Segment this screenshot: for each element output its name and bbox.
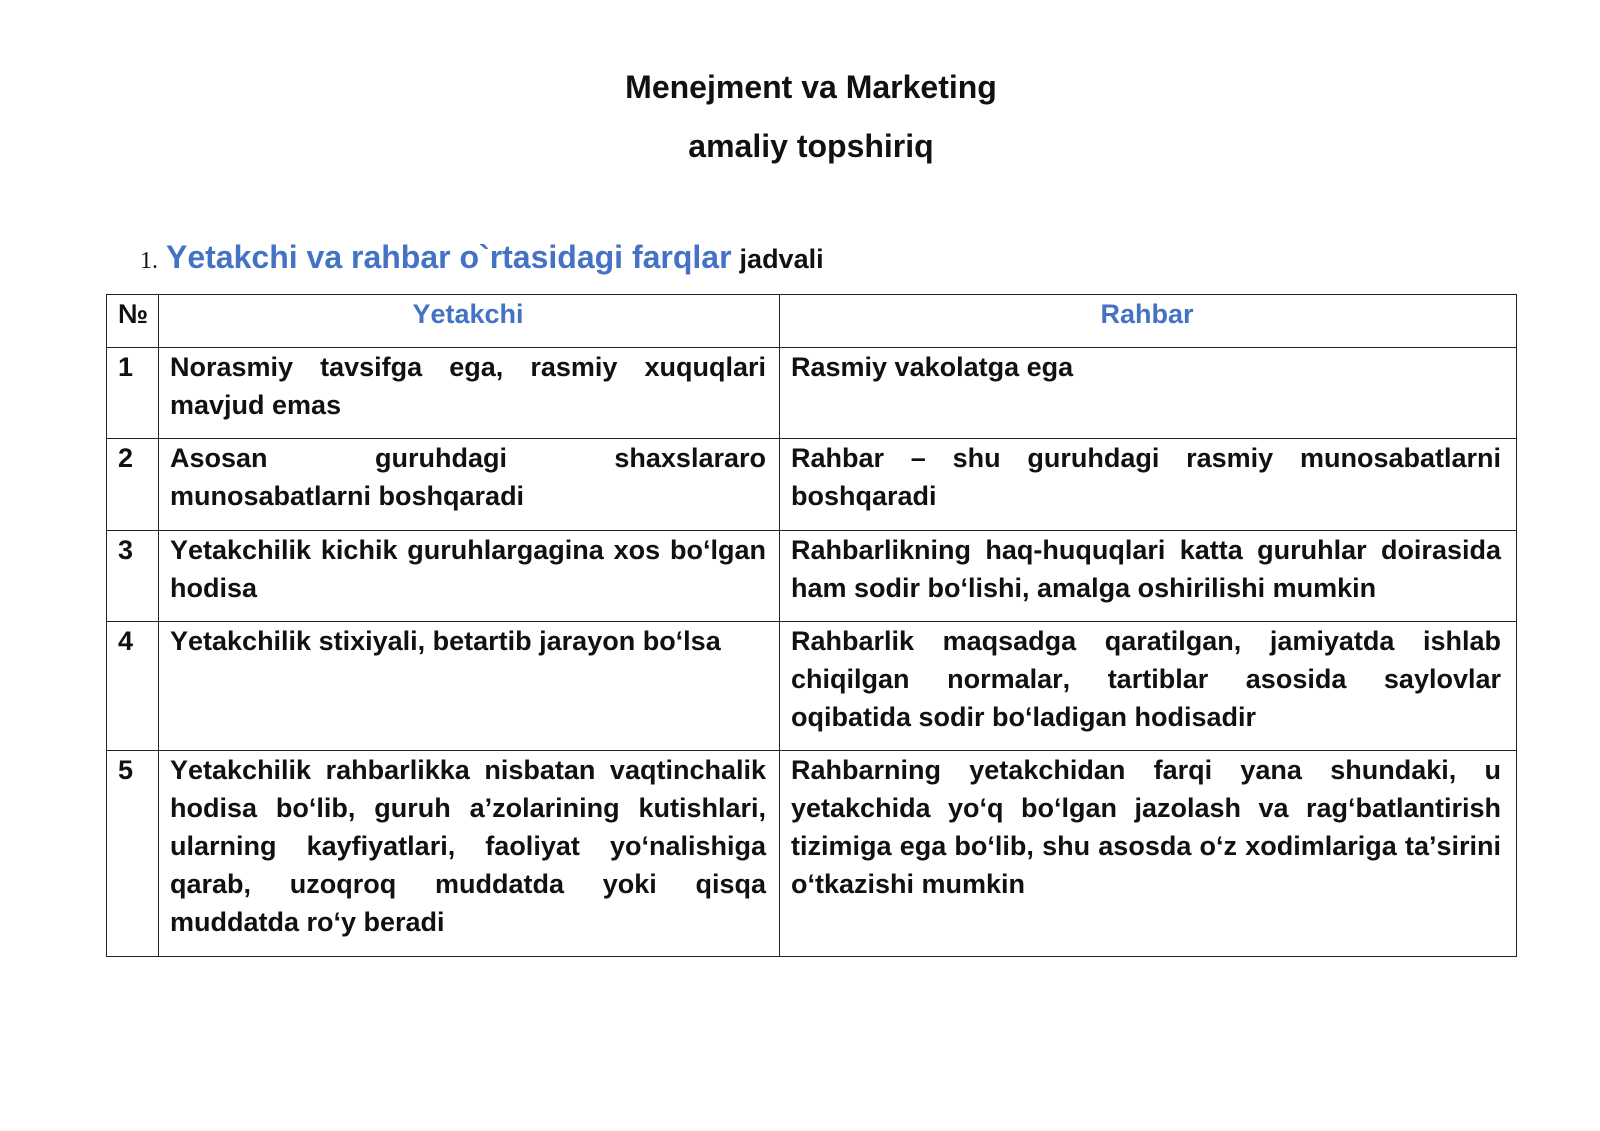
rahbar-cell: Rahbarlikning haq-huquqlari katta guruhlar doirasida ham sodir bo‘lishi, amalga oshirilishi mumkin	[780, 531, 1517, 622]
table-row	[107, 348, 1517, 439]
row-number: 1	[107, 348, 159, 439]
header-yetakchi: Yetakchi	[159, 295, 780, 348]
table-row	[107, 531, 1517, 622]
section-heading	[140, 237, 824, 284]
row-number: 2	[107, 439, 159, 531]
section-number: 1.	[140, 248, 158, 274]
yetakchi-cell: Yetakchilik rahbarlikka nisbatan vaqtinchalik hodisa bo‘lib, guruh a’zolarining kutishlari, ularning kayfiyatlari, faoliyat yo‘nalishiga qarab, uzoqroq muddatda yoki qisqa muddatda ro‘y beradi	[159, 751, 780, 957]
row-number: 3	[107, 531, 159, 622]
rahbar-cell: Rahbarning yetakchidan farqi yana shundaki, u yetakchida yo‘q bo‘lgan jazolash va rag‘batlantirish tizimiga ega bo‘lib, shu asosda o‘z xodimlariga ta’sirini o‘tkazishi mumkin	[780, 751, 1517, 957]
section-suffix: jadvali	[739, 244, 824, 274]
yetakchi-cell: Yetakchilik kichik guruhlargagina xos bo‘lgan hodisa	[159, 531, 780, 622]
table-row	[107, 439, 1517, 531]
rahbar-cell: Rahbarlik maqsadga qaratilgan, jamiyatda ishlab chiqilgan normalar, tartiblar asosida saylovlar oqibatida sodir bo‘ladigan hodisadir	[780, 622, 1517, 751]
table-header-row	[107, 295, 1517, 348]
yetakchi-cell: Asosan guruhdagi shaxslararo munosabatlarni boshqaradi	[159, 439, 780, 531]
yetakchi-cell: Norasmiy tavsifga ega, rasmiy xuquqlari mavjud emas	[159, 348, 780, 439]
rahbar-cell: Rasmiy vakolatga ega	[780, 348, 1517, 439]
row-number: 5	[107, 751, 159, 957]
header-rahbar: Rahbar	[780, 295, 1517, 348]
section-title: Yetakchi va rahbar o`rtasidagi farqlar	[166, 239, 732, 275]
row-number: 4	[107, 622, 159, 751]
document-title: Menejment va Marketing	[625, 69, 997, 105]
header-number: №	[107, 295, 159, 348]
comparison-table	[106, 294, 1517, 957]
table-row	[107, 622, 1517, 751]
yetakchi-cell: Yetakchilik stixiyali, betartib jarayon bo‘lsa	[159, 622, 780, 751]
table-row	[107, 751, 1517, 957]
document-subtitle: amaliy topshiriq	[688, 128, 934, 164]
rahbar-cell: Rahbar – shu guruhdagi rasmiy munosabatlarni boshqaradi	[780, 439, 1517, 531]
